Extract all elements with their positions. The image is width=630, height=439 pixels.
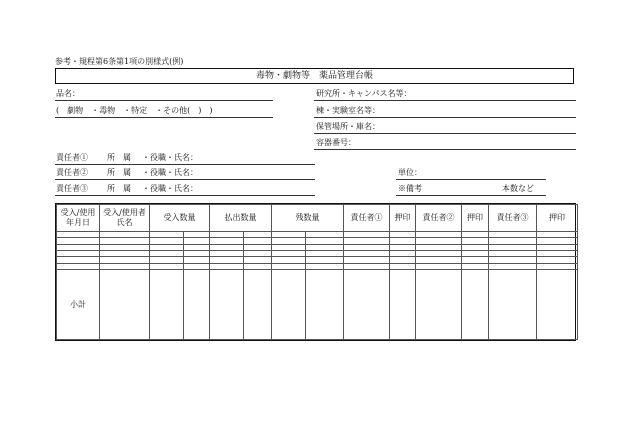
col-responsible-3: 責任者③	[489, 205, 537, 232]
table-header-row	[57, 205, 578, 232]
responsible-2-dept: 所 属	[107, 168, 131, 177]
col-seal-3: 押印	[537, 205, 578, 232]
subtotal-label: 小計	[57, 270, 100, 340]
responsible-3-dept: 所 属	[107, 184, 131, 193]
remarks-label: ※備考	[398, 184, 422, 193]
col-user: 受入/使用者 氏名	[100, 205, 150, 232]
responsible-3-role: ・役職・氏名：	[142, 184, 198, 193]
subtotal-row	[57, 270, 578, 340]
responsible-1-label: 責任者①	[56, 153, 88, 162]
col-received: 受入数量	[150, 205, 210, 232]
col-seal-2: 押印	[462, 205, 489, 232]
col-responsible-2: 責任者②	[416, 205, 462, 232]
product-name-label: 品名：	[56, 89, 80, 98]
institute-label: 研究所・キャンパス名等：	[316, 89, 412, 98]
count-label: 本数など	[502, 184, 534, 193]
storage-label: 保管場所・庫名：	[316, 122, 380, 131]
form-caption: 参考・規程第6条第1項の別様式(例)	[55, 57, 184, 66]
ledger-title-text: 毒物・劇物等 薬品管理台帳	[255, 71, 373, 81]
ledger-title	[55, 68, 574, 84]
responsible-1-dept: 所 属	[107, 153, 131, 162]
col-dispensed: 払出数量	[210, 205, 272, 232]
col-responsible-1: 責任者①	[344, 205, 390, 232]
responsible-3-label: 責任者③	[56, 184, 88, 193]
container-label: 容器番号：	[316, 138, 356, 147]
responsible-1-role: ・役職・氏名：	[142, 153, 198, 162]
ledger-table	[55, 203, 576, 341]
room-label: 棟・実験室名等：	[316, 106, 380, 115]
responsible-2-role: ・役職・氏名：	[142, 168, 198, 177]
responsible-2-label: 責任者②	[56, 168, 88, 177]
col-remaining: 残数量	[272, 205, 344, 232]
category-options: ( 劇物 ・毒物 ・特定 ・その他( ) )	[56, 106, 213, 115]
col-date: 受入/使用 年月日	[57, 205, 100, 232]
col-seal-1: 押印	[390, 205, 416, 232]
unit-label: 単位：	[398, 168, 422, 177]
